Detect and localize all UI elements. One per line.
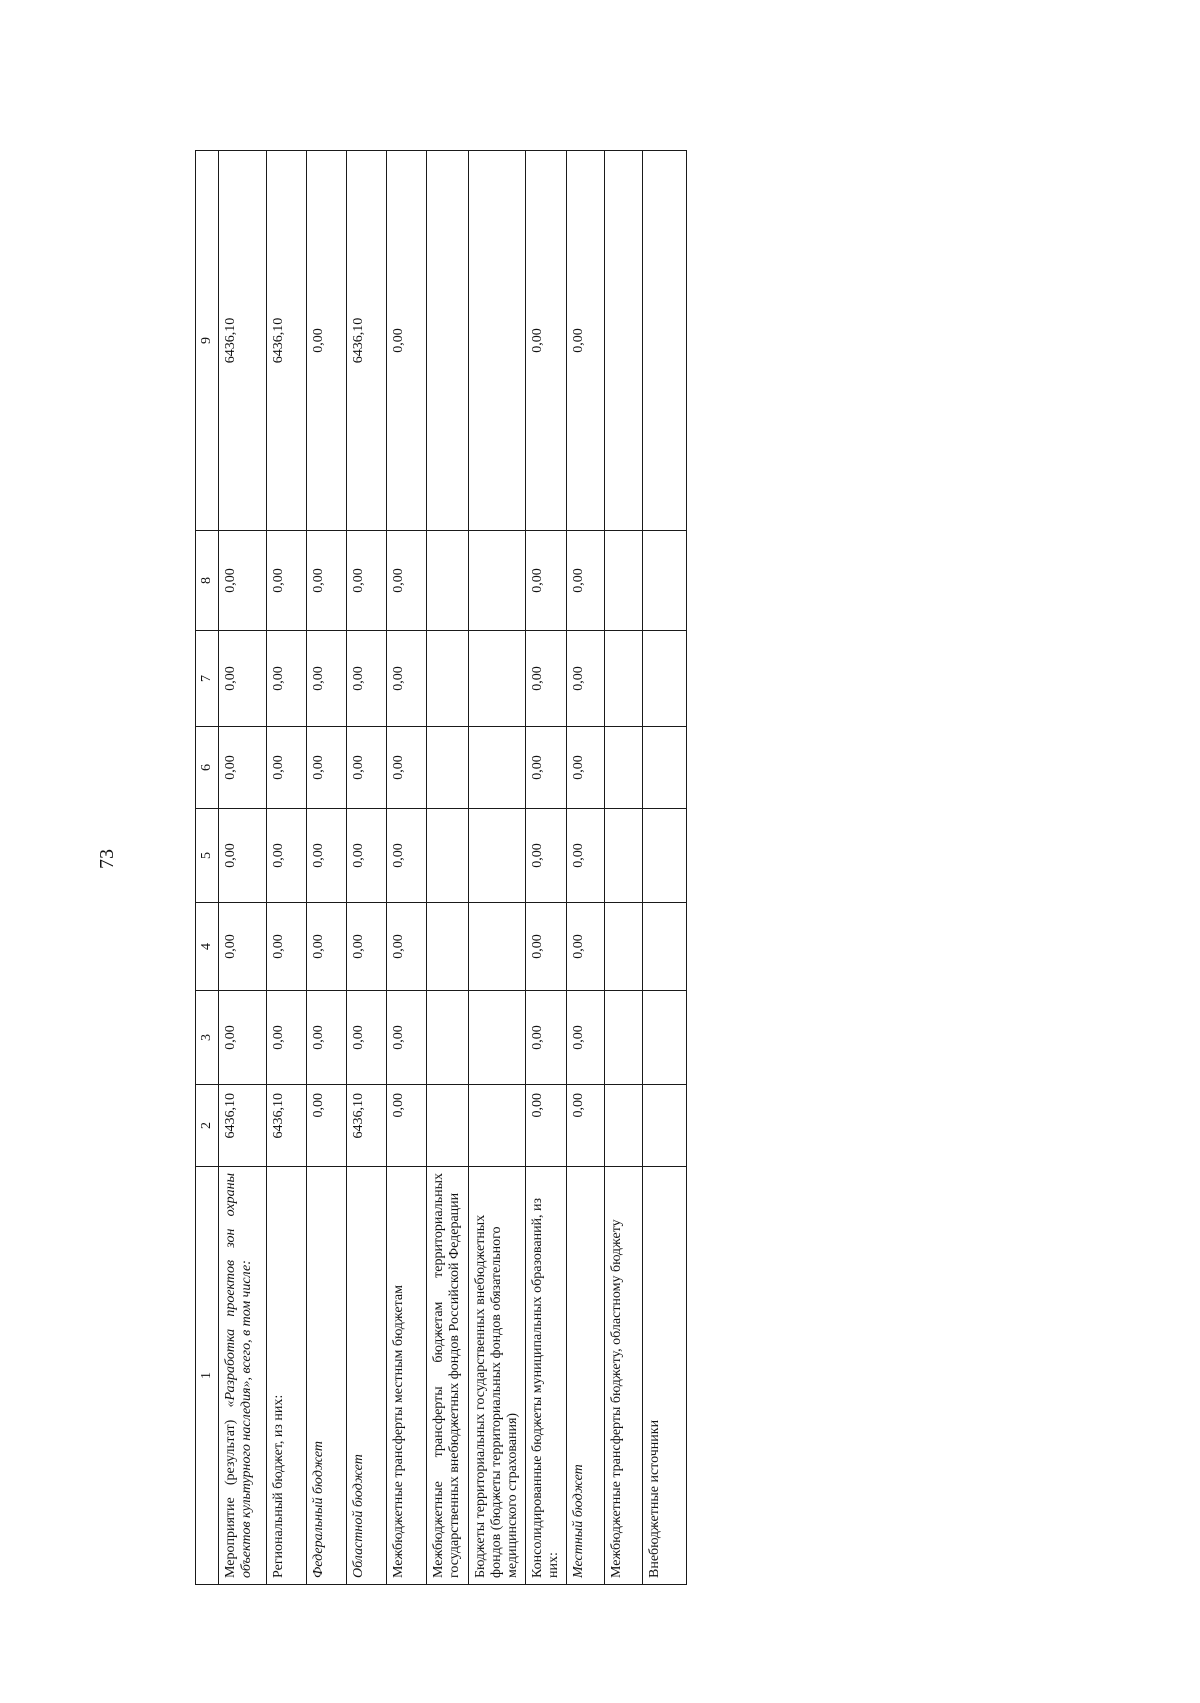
rotated-table-container [195, 151, 675, 1585]
table-cell: 0,00 [387, 903, 427, 991]
table-cell [427, 531, 469, 631]
table-cell [427, 727, 469, 809]
table-cell [643, 727, 687, 809]
table-cell: 0,00 [307, 631, 347, 727]
table-cell: 6436,10 [347, 1085, 387, 1167]
table-cell [469, 151, 526, 531]
table-cell: 0,00 [307, 809, 347, 903]
table-row [219, 151, 267, 1585]
table-cell [427, 631, 469, 727]
table-cell: 0,00 [267, 903, 307, 991]
table-cell [427, 991, 469, 1085]
table-cell: 0,00 [347, 631, 387, 727]
table-cell [427, 151, 469, 531]
row-label: Бюджеты территориальных государственных внебюджетных фондов (бюджеты территориальных фондов обязательного медицинского страхования) [469, 1167, 526, 1585]
table-cell [469, 1085, 526, 1167]
column-header: 5 [196, 809, 219, 903]
row-label: Областной бюджет [347, 1167, 387, 1585]
table-row [307, 151, 347, 1585]
table-cell: 0,00 [526, 631, 567, 727]
column-header: 6 [196, 727, 219, 809]
column-header: 9 [196, 151, 219, 531]
table-row [567, 151, 605, 1585]
table-cell: 0,00 [567, 991, 605, 1085]
table-cell: 0,00 [387, 151, 427, 531]
table-cell: 0,00 [267, 727, 307, 809]
table-cell: 0,00 [387, 991, 427, 1085]
table-cell: 0,00 [267, 809, 307, 903]
column-header: 3 [196, 991, 219, 1085]
table-cell: 0,00 [219, 631, 267, 727]
row-label: Внебюджетные источники [643, 1167, 687, 1585]
table-cell [469, 809, 526, 903]
table-cell [469, 903, 526, 991]
table-cell [643, 903, 687, 991]
table-cell: 0,00 [567, 809, 605, 903]
row-label: Межбюджетные трансферты бюджетам территориальных государственных внебюджетных фондов Российской Федерации [427, 1167, 469, 1585]
row-label-prefix: Мероприятие (результат) [223, 1407, 238, 1578]
table-cell: 0,00 [347, 809, 387, 903]
column-header: 7 [196, 631, 219, 727]
table-cell [643, 809, 687, 903]
table-cell: 0,00 [307, 1085, 347, 1167]
table-cell: 0,00 [387, 809, 427, 903]
table-row [387, 151, 427, 1585]
table-cell [643, 1085, 687, 1167]
table-cell: 0,00 [307, 531, 347, 631]
table-cell: 0,00 [567, 903, 605, 991]
table-cell [605, 991, 643, 1085]
table-cell [643, 151, 687, 531]
table-cell: 0,00 [526, 809, 567, 903]
table-cell: 0,00 [347, 727, 387, 809]
table-row [427, 151, 469, 1585]
table-cell [605, 151, 643, 531]
table-cell [427, 903, 469, 991]
table-cell: 0,00 [307, 727, 347, 809]
table-cell: 0,00 [567, 531, 605, 631]
table-cell: 0,00 [567, 151, 605, 531]
table-cell [469, 991, 526, 1085]
table-cell [643, 991, 687, 1085]
page-number: 73 [96, 849, 118, 869]
table-cell: 0,00 [347, 903, 387, 991]
column-header: 2 [196, 1085, 219, 1167]
table-cell: 0,00 [567, 1085, 605, 1167]
table-cell: 0,00 [567, 631, 605, 727]
table-cell [469, 531, 526, 631]
table-row [643, 151, 687, 1585]
table-cell: 0,00 [526, 531, 567, 631]
table-cell [643, 531, 687, 631]
table-cell: 0,00 [219, 809, 267, 903]
table-row [267, 151, 307, 1585]
table-cell [427, 1085, 469, 1167]
table-cell: 0,00 [526, 903, 567, 991]
table-cell: 6436,10 [219, 151, 267, 531]
column-header: 4 [196, 903, 219, 991]
table-cell: 0,00 [526, 727, 567, 809]
budget-table [195, 150, 687, 1585]
table-cell: 0,00 [219, 903, 267, 991]
table-row [526, 151, 567, 1585]
table-cell: 0,00 [307, 991, 347, 1085]
row-label: Местный бюджет [567, 1167, 605, 1585]
table-row [469, 151, 526, 1585]
table-cell: 0,00 [267, 631, 307, 727]
table-cell: 0,00 [347, 531, 387, 631]
table-cell [605, 631, 643, 727]
table-cell [469, 631, 526, 727]
row-label: Федеральный бюджет [307, 1167, 347, 1585]
table-cell [605, 531, 643, 631]
column-header: 8 [196, 531, 219, 631]
table-cell: 0,00 [526, 151, 567, 531]
table-cell: 0,00 [267, 531, 307, 631]
table-header-row [196, 151, 219, 1585]
table-cell [605, 903, 643, 991]
table-cell: 0,00 [387, 631, 427, 727]
table-cell [469, 727, 526, 809]
table-cell: 0,00 [219, 991, 267, 1085]
table-cell: 6436,10 [267, 151, 307, 531]
table-row [347, 151, 387, 1585]
table-cell: 6436,10 [219, 1085, 267, 1167]
row-label: Региональный бюджет, из них: [267, 1167, 307, 1585]
row-label: Межбюджетные трансферты местным бюджетам [387, 1167, 427, 1585]
table-cell: 0,00 [307, 903, 347, 991]
table-cell: 0,00 [307, 151, 347, 531]
table-cell: 6436,10 [347, 151, 387, 531]
table-cell: 0,00 [219, 531, 267, 631]
table-cell: 0,00 [567, 727, 605, 809]
table-row [605, 151, 643, 1585]
table-cell: 0,00 [267, 991, 307, 1085]
table-cell: 0,00 [526, 1085, 567, 1167]
table-cell: 0,00 [347, 991, 387, 1085]
table-cell [427, 809, 469, 903]
row-label-italic: «Разработка проектов зон охраны объектов культурного наследия», всего, в том числе: [223, 1172, 255, 1578]
table-cell: 0,00 [387, 727, 427, 809]
row-label: Консолидированные бюджеты муниципальных образований, из них: [526, 1167, 567, 1585]
table-cell: 0,00 [387, 1085, 427, 1167]
rotated-table-frame [195, 151, 675, 1585]
table-cell [605, 727, 643, 809]
table-cell: 0,00 [526, 991, 567, 1085]
table-cell [643, 631, 687, 727]
table-cell: 0,00 [387, 531, 427, 631]
column-header: 1 [196, 1167, 219, 1585]
table-cell: 0,00 [219, 727, 267, 809]
table-cell: 6436,10 [267, 1085, 307, 1167]
table-cell [605, 1085, 643, 1167]
table-cell [605, 809, 643, 903]
row-label [219, 1167, 267, 1585]
row-label: Межбюджетные трансферты бюджету, областному бюджету [605, 1167, 643, 1585]
